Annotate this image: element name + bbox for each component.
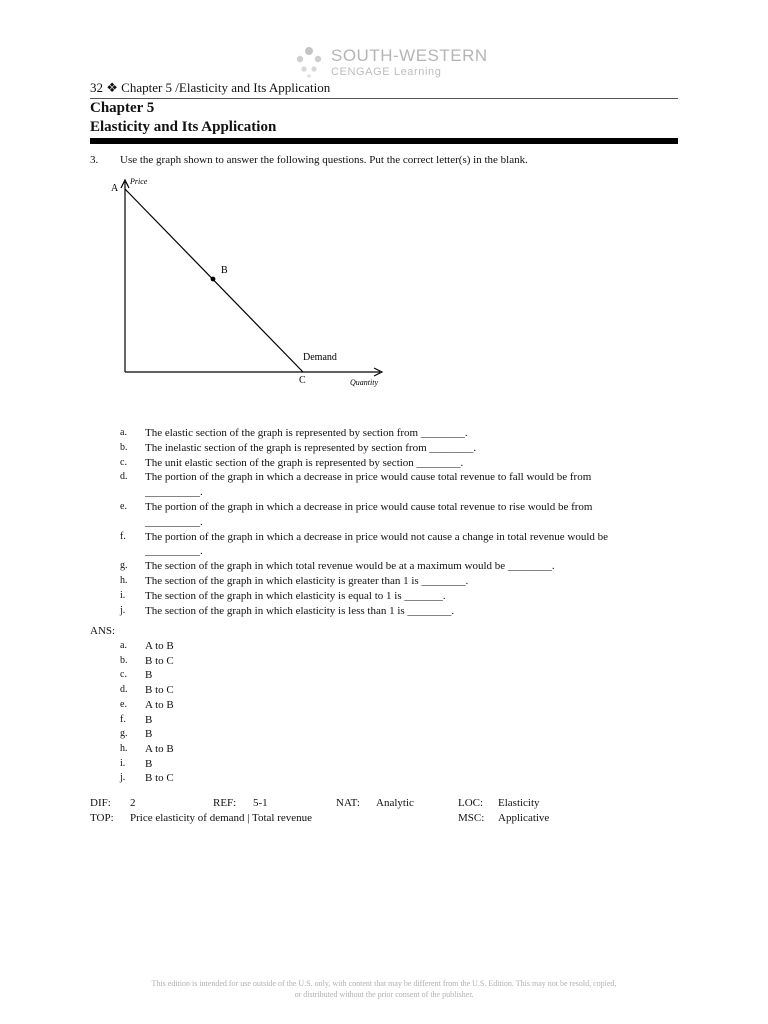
chapter-title: Elasticity and Its Application <box>90 119 277 135</box>
question-prompt: Use the graph shown to answer the following questions. Put the correct letter(s) in the blank. <box>120 154 528 166</box>
answer-letter: b. <box>120 654 128 666</box>
top-label: TOP: <box>90 812 114 824</box>
item-text: The section of the graph in which elasticity is greater than 1 is ________. <box>145 574 469 587</box>
answer-letter: i. <box>120 757 126 769</box>
item-letter: h. <box>120 574 128 586</box>
answer-letter: a. <box>120 640 127 651</box>
quantity-axis-label: Quantity <box>350 378 378 387</box>
answer-text: A to B <box>145 698 174 711</box>
answer-item <box>120 683 174 698</box>
item-letter: c. <box>120 456 127 468</box>
list-item <box>120 470 640 500</box>
chapter-number: Chapter 5 <box>90 100 155 116</box>
answer-item <box>120 757 174 772</box>
ref-label: REF: <box>213 797 237 809</box>
answer-text: B to C <box>145 684 174 697</box>
point-b-label: B <box>221 265 228 276</box>
answer-item <box>120 639 174 654</box>
answer-text: B <box>145 757 153 770</box>
answer-items <box>120 639 174 786</box>
answer-item <box>120 654 174 669</box>
loc-label: LOC: <box>458 797 484 809</box>
list-item <box>120 589 640 604</box>
running-head: 32 ❖ Chapter 5 /Elasticity and Its Application <box>90 80 331 95</box>
item-text: The portion of the graph in which a decrease in price would cause total revenue to rise would be from __________. <box>145 500 593 528</box>
question-items <box>120 426 640 618</box>
answer-item <box>120 668 174 683</box>
answer-text: B to C <box>145 654 174 667</box>
list-item <box>120 530 640 560</box>
answer-item <box>120 713 174 728</box>
answer-text: A to B <box>145 742 174 755</box>
item-letter: e. <box>120 500 127 512</box>
answer-letter: g. <box>120 728 128 740</box>
list-item <box>120 559 640 574</box>
answer-text: B <box>145 713 153 726</box>
item-text: The inelastic section of the graph is represented by section from ________. <box>145 441 477 454</box>
publisher-logo <box>293 44 488 84</box>
copyright-footer <box>80 978 688 1000</box>
answer-item <box>120 742 174 757</box>
msc-label: MSC: <box>458 812 485 824</box>
answer-text: A to B <box>145 640 174 652</box>
logo-brand: SOUTH-WESTERN <box>331 46 488 65</box>
list-item <box>120 441 640 456</box>
item-text: The portion of the graph in which a decrease in price would not cause a change in total revenue would be __________. <box>145 530 609 558</box>
cengage-dots-icon <box>293 46 325 78</box>
dif-value: 2 <box>130 797 136 809</box>
item-text: The section of the graph in which elasticity is equal to 1 is _______. <box>145 589 446 602</box>
answer-letter: f. <box>120 713 126 725</box>
question-number: 3. <box>90 154 99 166</box>
footer-line-2: or distributed without the prior consent of the publisher. <box>294 990 474 999</box>
answer-letter: j. <box>120 772 126 784</box>
point-b-marker <box>211 277 216 282</box>
item-text: The section of the graph in which elasticity is less than 1 is ________. <box>145 604 455 617</box>
demand-graph <box>100 172 400 392</box>
list-item <box>120 426 640 441</box>
answer-item <box>120 771 174 786</box>
point-a-label: A <box>111 183 119 194</box>
answer-letter: d. <box>120 684 128 696</box>
item-text: The elastic section of the graph is represented by section from ________. <box>145 427 468 439</box>
item-letter: i. <box>120 589 126 601</box>
loc-value: Elasticity <box>498 797 540 809</box>
point-c-label: C <box>299 375 306 386</box>
price-axis-label: Price <box>130 177 148 186</box>
answer-item <box>120 727 174 742</box>
list-item <box>120 500 640 530</box>
chapter-rule <box>90 138 678 144</box>
list-item <box>120 456 640 471</box>
answer-letter: e. <box>120 698 127 710</box>
dif-label: DIF: <box>90 797 111 809</box>
answers-label: ANS: <box>90 625 116 637</box>
item-letter: a. <box>120 427 127 438</box>
header-rule <box>90 98 678 99</box>
answer-text: B <box>145 669 153 682</box>
item-text: The unit elastic section of the graph is represented by section ________. <box>145 456 464 469</box>
ref-value: 5-1 <box>253 797 268 809</box>
logo-subtitle: CENGAGE Learning <box>331 66 442 78</box>
list-item <box>120 574 640 589</box>
answer-letter: h. <box>120 742 128 754</box>
item-text: The section of the graph in which total revenue would be at a maximum would be ________. <box>145 560 555 573</box>
answer-text: B to C <box>145 772 174 785</box>
msc-value: Applicative <box>498 812 550 824</box>
nat-value: Analytic <box>376 797 414 809</box>
item-letter: g. <box>120 560 128 572</box>
list-item <box>120 604 640 619</box>
demand-label: Demand <box>303 352 337 363</box>
item-letter: j. <box>120 604 126 616</box>
answer-item <box>120 698 174 713</box>
item-text: The portion of the graph in which a decrease in price would cause total revenue to fall would be from __________. <box>145 471 592 499</box>
answer-text: B <box>145 728 153 741</box>
nat-label: NAT: <box>336 797 360 809</box>
item-letter: d. <box>120 471 128 483</box>
answer-letter: c. <box>120 669 127 681</box>
item-letter: b. <box>120 441 128 453</box>
item-letter: f. <box>120 530 126 542</box>
top-value: Price elasticity of demand | Total revenue <box>130 812 313 824</box>
footer-line-1: This edition is intended for use outside of the U.S. only, with content that may be different from the U.S. Edition. This may not be resold, copied, <box>151 979 617 988</box>
